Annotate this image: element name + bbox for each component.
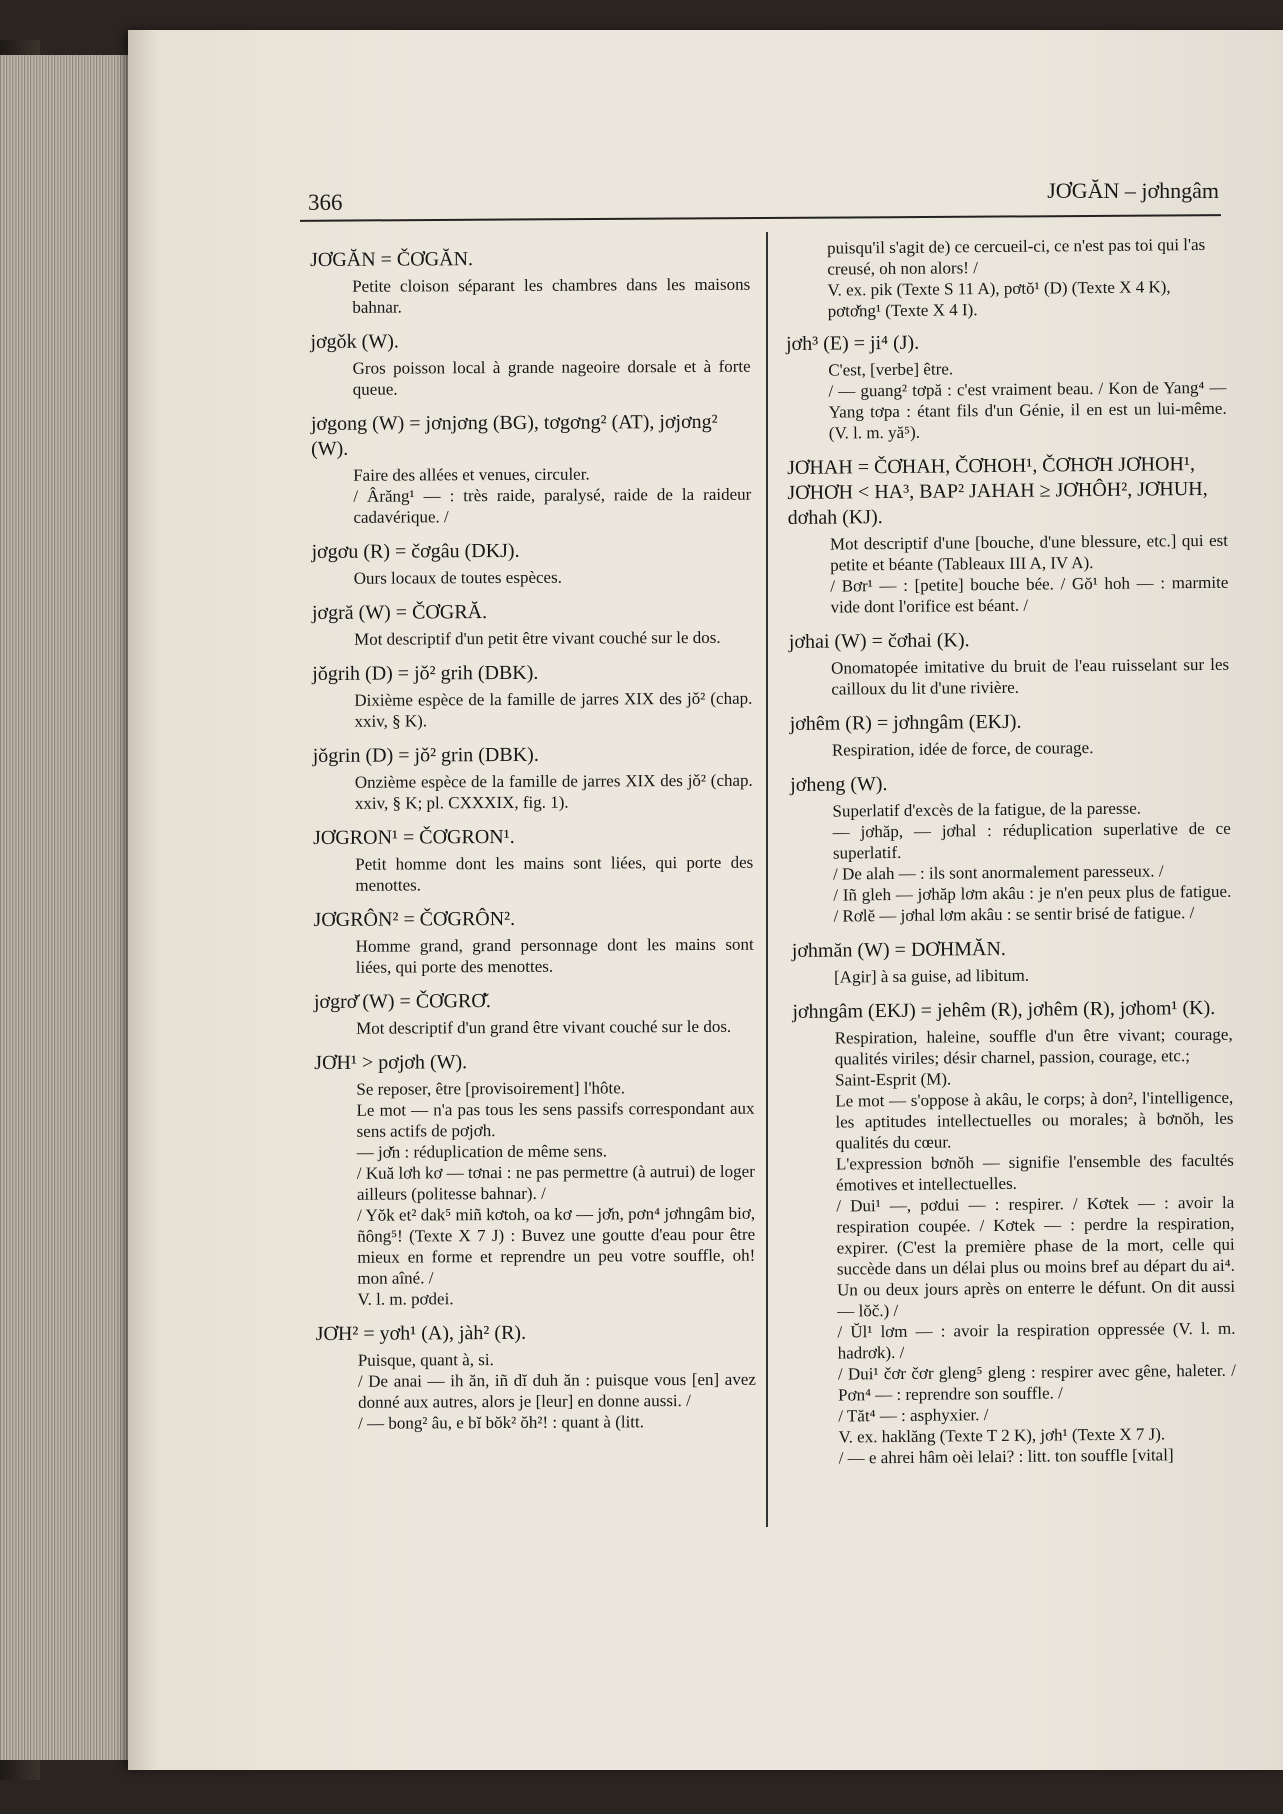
entry-definition: V. l. m. pơdei. xyxy=(357,1289,454,1309)
entry-headword: JƠGRON¹ = ČƠGRON¹. xyxy=(313,825,515,849)
entry-definition: / — bong² âu, e bĭ bŏk² ŏh²! : quant à (litt. xyxy=(358,1412,645,1433)
entry-definition: Superlatif d'excès de la fatigue, de la paresse. xyxy=(832,798,1142,821)
right-column xyxy=(785,234,1237,1481)
entry-headword: jǒgrin (D) = jǒ² grin (DBK). xyxy=(312,743,539,767)
page-number: 366 xyxy=(308,190,343,215)
entry-definition: Mot descriptif d'un grand être vivant couché sur le dos. xyxy=(356,1016,732,1038)
entry-definition: [Agir] à sa guise, ad libitum. xyxy=(834,965,1030,987)
entry-definition: Homme grand, grand personnage dont les mains sont liées, qui porte des menottes. xyxy=(355,934,754,977)
dictionary-entry xyxy=(314,1049,755,1310)
dictionary-entry xyxy=(790,769,1231,927)
entry-definition: C'est, [verbe] être. xyxy=(828,359,954,380)
column-divider xyxy=(766,232,768,1527)
entry-headword: jơgră (W) = ČƠGRĂ. xyxy=(311,601,488,624)
dictionary-entry xyxy=(310,246,750,318)
entry-definition: / Bơr¹ — : [petite] bouche bée. / Gŏ¹ hoh — : marmite vide dont l'orifice est béant. / xyxy=(830,572,1229,617)
entry-definition: Mot descriptif d'une [bouche, d'une blessure, etc.] qui est petite et béante (Tableaux III A, IV A). xyxy=(829,530,1229,575)
entry-definition: Petit homme dont les mains sont liées, qui porte des menottes. xyxy=(355,852,754,895)
running-head: JƠGĂN – jơhngâm xyxy=(1047,178,1219,203)
entry-headword: JƠGRÔN² = ČƠGRÔN². xyxy=(313,907,516,931)
dictionary-entry xyxy=(787,452,1229,618)
entry-definition: L'expression bơnŏh — signifie l'ensemble des facultés émotives et intellectuelles. xyxy=(835,1150,1234,1195)
entry-definition: Faire des allées et venues, circuler. xyxy=(353,464,590,485)
dictionary-entry xyxy=(786,328,1227,444)
entry-headword: JƠH² = yơh¹ (A), jàh² (R). xyxy=(315,1321,527,1345)
entry-definition: / Tăt⁴ — : asphyxier. / xyxy=(838,1405,989,1426)
dictionary-entry xyxy=(313,742,753,814)
entry-headword: jơhngâm (EKJ) = jehêm (R), jơhêm (R), jơhom¹ (K). xyxy=(792,996,1216,1023)
entry-definition: / — e ahrei hâm oèi lelai? : litt. ton souffle [vital] xyxy=(838,1445,1174,1468)
entry-definition: Onzième espèce de la famille de jarres XIX des jǒ² (chap. xxiv, § K; pl. CXXXIX, fig. 1). xyxy=(354,770,753,813)
entry-headword: jơgrơ̆ (W) = ČƠGRƠ̆. xyxy=(313,990,491,1013)
entry-headword: jơhêm (R) = jơhngâm (EKJ). xyxy=(789,710,1022,735)
entry-definition: Se reposer, être [provisoirement] l'hôte. xyxy=(356,1078,626,1099)
entry-definition: Petite cloison séparant les chambres dans les maisons bahnar. xyxy=(352,274,751,317)
right-entries xyxy=(786,328,1237,1469)
dictionary-entry xyxy=(312,660,752,732)
entry-headword: jơgong (W) = jơnjơng (BG), tơgơng² (AT), jơjơng² (W). xyxy=(310,410,718,460)
entry-headword: JƠH¹ > pơjơh (W). xyxy=(314,1051,468,1074)
entry-headword: jǒgrih (D) = jǒ² grih (DBK). xyxy=(312,661,539,685)
entry-definition: / Ŭl¹ lơm — : avoir la respiration oppressée (V. l. m. hadrơk). / xyxy=(837,1318,1236,1363)
entry-definition: Respiration, haleine, souffle d'un être vivant; courage, qualités viriles; désir charnel, passion, courage, etc.; xyxy=(834,1024,1233,1069)
entry-definition: Puisque, quant à, si. xyxy=(357,1350,494,1370)
entry-definition: — jơhăp, — jơhal : réduplication superlative de ce superlatif. xyxy=(832,818,1231,863)
dictionary-entry xyxy=(792,935,1232,988)
entry-definition: / Kuă lơh kơ — tơnai : ne pas permettre (à autrui) de loger ailleurs (politesse bahnar). / xyxy=(356,1161,755,1204)
entry-headword: jơhai (W) = čơhai (K). xyxy=(788,629,970,653)
entry-definition: Le mot — s'oppose à akâu, le corps; à don², l'intelligence, les aptitudes intellectuelles ou morales; à bơnŏh, les qualités du cœur. xyxy=(835,1087,1234,1153)
continuation-line: V. ex. pik (Texte S 11 A), pơtŏ¹ (D) (Texte X 4 K), pơtơ̆ng¹ (Texte X 4 I). xyxy=(827,277,1171,321)
entry-definition: Mot descriptif d'un petit être vivant couché sur le dos. xyxy=(353,627,721,649)
entry-definition: Le mot — n'a pas tous les sens passifs correspondant aux sens actifs de pơjơh. xyxy=(356,1098,755,1141)
entry-definition: V. ex. haklăng (Texte T 2 K), jơh¹ (Texte X 7 J). xyxy=(838,1424,1166,1447)
entry-headword: JƠHAH = ČƠHAH, ČƠHOH¹, ČƠHƠH JƠHOH¹, JƠHƠH < HA³, BAP² JAHAH ≥ JƠHÔH², JƠHUH, dơhah (KJ). xyxy=(787,453,1208,529)
entry-definition: / Iñ gleh — jơhăp lơm akâu : je n'en peux plus de fatigue. / Rơlĕ — jơhal lơm akâu : se sentir brisé de fatigue. / xyxy=(833,881,1232,926)
entry-definition: / Dui¹ čơr čơr gleng⁵ gleng : respirer avec gêne, haleter. / Pơn⁴ — : reprendre son souffle. / xyxy=(837,1360,1236,1405)
entry-definition: / — guang² tơpă : c'est vraiment beau. / Kon de Yang⁴ — Yang tơpa : étant fils d'un Génie, il en est un lui-même. (V. l. m. yă⁵). xyxy=(828,377,1227,443)
dictionary-entry xyxy=(313,906,753,978)
entry-definition: Dixième espèce de la famille de jarres XIX des jǒ² (chap. xxiv, § K). xyxy=(354,688,753,731)
left-column xyxy=(310,246,756,1446)
entry-headword: jơhmăn (W) = DƠHMĂN. xyxy=(791,937,1006,962)
dictionary-entry xyxy=(792,996,1236,1469)
continuation-text xyxy=(785,234,1226,322)
dictionary-entry xyxy=(312,538,752,589)
continuation-line: puisqu'il s'agit de) ce cercueil-ci, ce n'est pas toi qui l'as creusé, oh non alors! / xyxy=(827,234,1206,279)
dictionary-entry xyxy=(316,1320,757,1434)
dictionary-entry xyxy=(310,328,750,400)
entry-headword: jơgơu (R) = čơgâu (DKJ). xyxy=(311,539,520,563)
entry-definition: Saint-Esprit (M). xyxy=(834,1069,952,1090)
entry-headword: jơgǒk (W). xyxy=(310,330,399,353)
entry-headword: jơh³ (E) = ji⁴ (J). xyxy=(785,331,920,355)
entry-definition: Respiration, idée de force, de courage. xyxy=(831,738,1094,760)
dictionary-entry xyxy=(790,708,1230,761)
entry-definition: / Yŏk et² dak⁵ miñ kơtoh, oa kơ — jơ̆n, pơn⁴ jơhngâm biơ, ñông⁵! (Texte X 7 J) : Buvez une goutte d'eau pour être mieux en forme et reprendre un peu votre souffle, oh! mon aîné. / xyxy=(357,1203,756,1288)
entry-headword: jơheng (W). xyxy=(790,773,888,796)
entry-definition: Gros poisson local à grande nageoire dorsale et à forte queue. xyxy=(352,356,751,399)
dictionary-entry xyxy=(789,626,1230,700)
dictionary-entry xyxy=(313,824,753,896)
entry-definition: Onomatopée imitative du bruit de l'eau ruisselant sur les cailloux du lit d'une rivière. xyxy=(831,654,1230,699)
entry-definition: — jơ̆n : réduplication de même sens. xyxy=(356,1141,608,1162)
entry-headword: JƠGĂN = ČƠGĂN. xyxy=(310,248,474,271)
entry-definition: / De anai — ih ăn, iñ dĭ duh ăn : puisque vous [en] avez donné aux autres, alors je [leur] en donne aussi. / xyxy=(357,1369,756,1412)
entry-definition: / De alah — : ils sont anormalement paresseux. / xyxy=(833,861,1164,884)
dictionary-entry xyxy=(311,410,752,528)
entry-definition: / Ârăng¹ — : très raide, paralysé, raide de la raideur cadavérique. / xyxy=(353,484,752,527)
entry-definition: / Dui¹ —, pơdui — : respirer. / Kơtek — : avoir la respiration coupée. / Kơtek — : perdre la respiration, expirer. (C'est la première phase de la mort, celle qui succède dans un délai plus ou moins bref au départ du ai⁴. Un ou deux jours après on enterre le défunt. On dit aussi — lŏč.) / xyxy=(836,1192,1236,1321)
entry-definition: Ours locaux de toutes espèces. xyxy=(353,567,562,588)
dictionary-entry xyxy=(314,988,754,1039)
dictionary-entry xyxy=(312,599,752,650)
